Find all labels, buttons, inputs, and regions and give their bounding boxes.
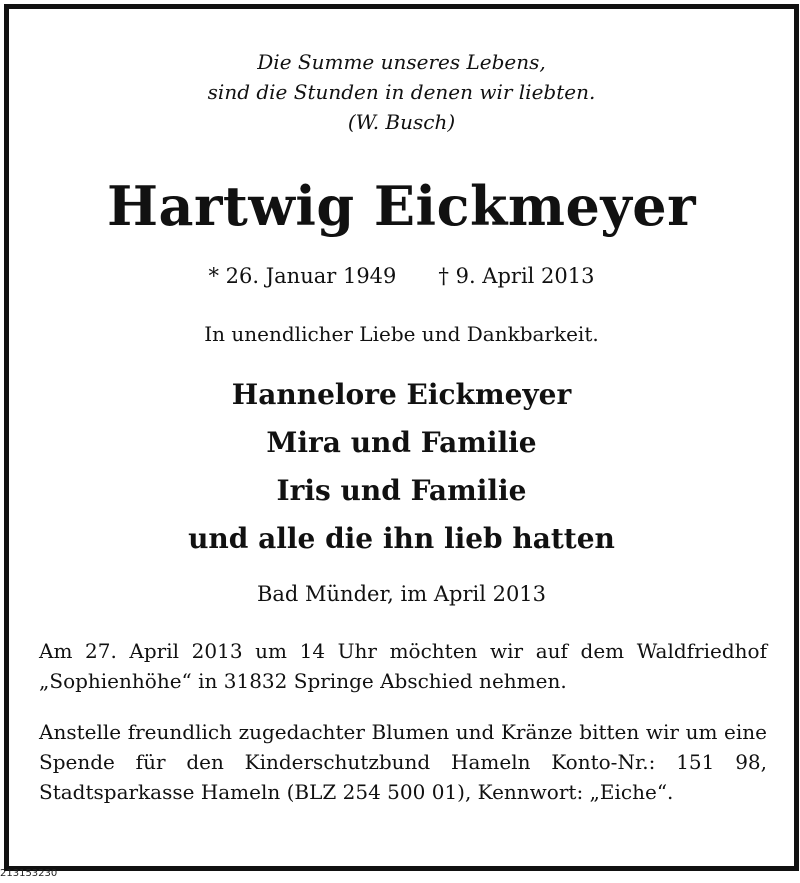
mourner-item: Hannelore Eickmeyer [231, 378, 572, 411]
donation-notice: Anstelle freundlich zugedachter Blumen und Kränze bitten wir um eine Spende für den Kinderschutzbund Hameln Konto-Nr.: 151 98, Stadtsparkasse Hameln (BLZ 254 500 01), Kennwort: „Eiche“. [39, 720, 767, 804]
quote-line-2: sind die Stunden in denen wir liebten. [207, 80, 596, 104]
birth-date: * 26. Januar 1949 [208, 264, 397, 288]
place-date: Bad Münder, im April 2013 [256, 582, 547, 606]
obituary-frame [4, 4, 799, 871]
memorial-quote [9, 47, 794, 137]
mourner-item: Iris und Familie [276, 474, 527, 507]
death-date: † 9. April 2013 [438, 264, 595, 288]
thanks-line: In unendlicher Liebe und Dankbarkeit. [204, 322, 599, 346]
life-dates [9, 264, 794, 288]
ad-code: 213153230 [0, 868, 58, 879]
mourners-list [9, 371, 794, 563]
quote-line-1: Die Summe unseres Lebens, [257, 50, 546, 74]
deceased-name: Hartwig Eickmeyer [106, 174, 697, 238]
quote-author: (W. Busch) [347, 110, 456, 134]
mourner-item: und alle die ihn lieb hatten [188, 522, 615, 555]
funeral-notice: Am 27. April 2013 um 14 Uhr möchten wir auf dem Waldfriedhof „Sophienhöhe“ in 31832 Springe Abschied nehmen. [39, 639, 767, 693]
mourner-item: Mira und Familie [266, 426, 537, 459]
